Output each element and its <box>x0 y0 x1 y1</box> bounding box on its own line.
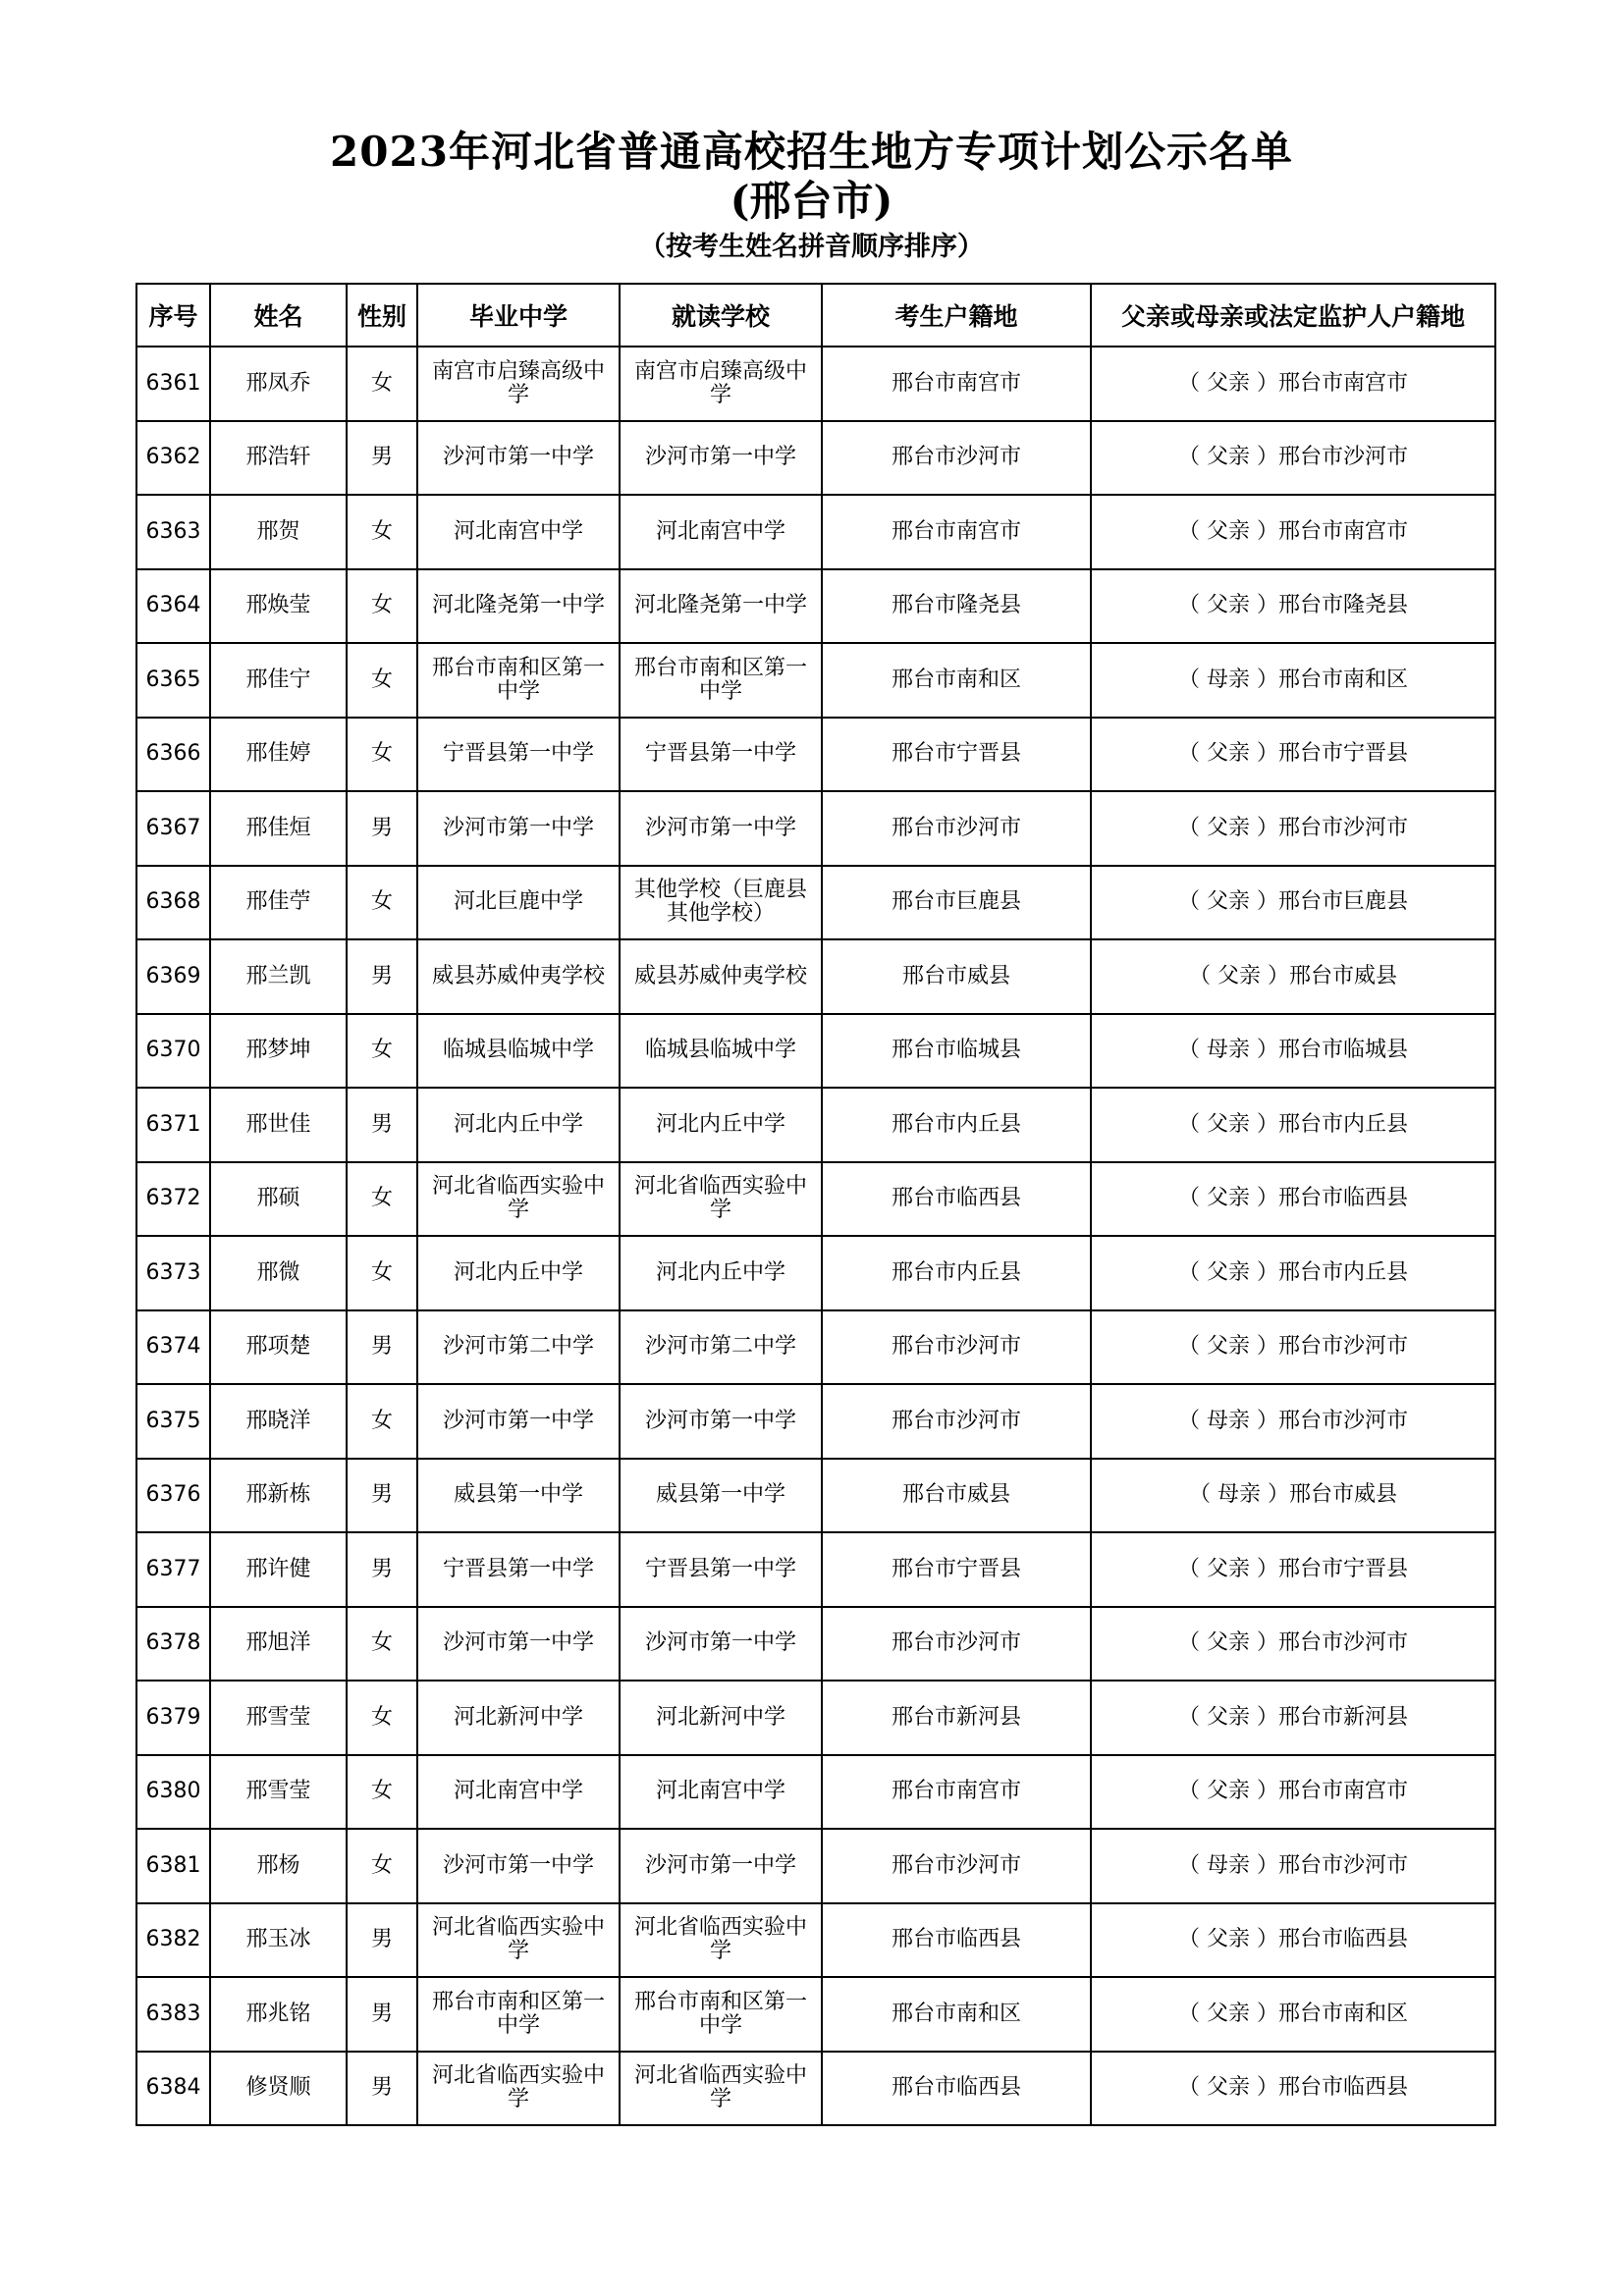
cell-serial-number: 6380 <box>136 1755 210 1830</box>
table-row <box>136 1014 1495 1089</box>
cell-guardian-residence: （ 父亲 ）邢台市宁晋县 <box>1091 1532 1495 1607</box>
table-row <box>136 1681 1495 1755</box>
cell-student-residence: 邢台市沙河市 <box>822 1607 1091 1682</box>
cell-guardian-residence: （ 父亲 ）邢台市南宫市 <box>1091 1755 1495 1830</box>
cell-student-residence: 邢台市沙河市 <box>822 1310 1091 1385</box>
cell-gender: 女 <box>347 1681 417 1755</box>
table-row <box>136 1829 1495 1903</box>
table-row <box>136 1088 1495 1162</box>
header-guardian-residence: 父亲或母亲或法定监护人户籍地 <box>1091 284 1495 347</box>
cell-current-school: 河北隆尧第一中学 <box>620 569 822 644</box>
cell-current-school: 临城县临城中学 <box>620 1014 822 1089</box>
cell-serial-number: 6383 <box>136 1977 210 2052</box>
table-row <box>136 1236 1495 1310</box>
cell-gender: 女 <box>347 495 417 569</box>
table-row <box>136 1532 1495 1607</box>
cell-guardian-residence: （ 母亲 ）邢台市威县 <box>1091 1459 1495 1533</box>
cell-name: 邢焕莹 <box>210 569 347 644</box>
cell-current-school: 河北省临西实验中学 <box>620 2052 822 2126</box>
cell-current-school: 沙河市第一中学 <box>620 791 822 866</box>
table-row <box>136 939 1495 1014</box>
cell-guardian-residence: （ 父亲 ）邢台市沙河市 <box>1091 791 1495 866</box>
cell-name: 邢旭洋 <box>210 1607 347 1682</box>
table-row <box>136 1384 1495 1459</box>
cell-graduation-school: 沙河市第一中学 <box>417 1829 620 1903</box>
cell-current-school: 沙河市第一中学 <box>620 1384 822 1459</box>
cell-gender: 男 <box>347 1903 417 1978</box>
cell-guardian-residence: （ 父亲 ）邢台市沙河市 <box>1091 1607 1495 1682</box>
cell-graduation-school: 宁晋县第一中学 <box>417 718 620 792</box>
cell-name: 邢佳苧 <box>210 866 347 940</box>
cell-name: 邢兰凯 <box>210 939 347 1014</box>
cell-gender: 女 <box>347 569 417 644</box>
cell-serial-number: 6371 <box>136 1088 210 1162</box>
cell-serial-number: 6366 <box>136 718 210 792</box>
cell-graduation-school: 沙河市第一中学 <box>417 421 620 496</box>
cell-graduation-school: 河北省临西实验中学 <box>417 1903 620 1978</box>
cell-student-residence: 邢台市沙河市 <box>822 791 1091 866</box>
cell-name: 邢佳宁 <box>210 643 347 718</box>
cell-current-school: 沙河市第一中学 <box>620 1829 822 1903</box>
cell-graduation-school: 河北隆尧第一中学 <box>417 569 620 644</box>
cell-guardian-residence: （ 母亲 ）邢台市沙河市 <box>1091 1384 1495 1459</box>
header-serial-number: 序号 <box>136 284 210 347</box>
cell-current-school: 河北内丘中学 <box>620 1236 822 1310</box>
header-graduation-school: 毕业中学 <box>417 284 620 347</box>
document-title: 2023年河北省普通高校招生地方专项计划公示名单 <box>330 128 1293 176</box>
cell-current-school: 河北省临西实验中学 <box>620 1903 822 1978</box>
table-body <box>136 347 1495 2125</box>
cell-serial-number: 6377 <box>136 1532 210 1607</box>
cell-serial-number: 6379 <box>136 1681 210 1755</box>
cell-name: 邢微 <box>210 1236 347 1310</box>
cell-graduation-school: 邢台市南和区第一中学 <box>417 643 620 718</box>
table-row <box>136 1903 1495 1978</box>
cell-name: 邢佳烜 <box>210 791 347 866</box>
cell-name: 邢硕 <box>210 1162 347 1237</box>
cell-current-school: 邢台市南和区第一中学 <box>620 1977 822 2052</box>
cell-name: 邢贺 <box>210 495 347 569</box>
cell-gender: 男 <box>347 1459 417 1533</box>
cell-guardian-residence: （ 父亲 ）邢台市南宫市 <box>1091 347 1495 421</box>
cell-student-residence: 邢台市内丘县 <box>822 1088 1091 1162</box>
cell-guardian-residence: （ 父亲 ）邢台市临西县 <box>1091 2052 1495 2126</box>
table-row <box>136 347 1495 421</box>
cell-graduation-school: 河北省临西实验中学 <box>417 1162 620 1237</box>
cell-name: 邢新栋 <box>210 1459 347 1533</box>
cell-student-residence: 邢台市巨鹿县 <box>822 866 1091 940</box>
cell-graduation-school: 邢台市南和区第一中学 <box>417 1977 620 2052</box>
cell-student-residence: 邢台市南宫市 <box>822 495 1091 569</box>
cell-name: 修贤顺 <box>210 2052 347 2126</box>
cell-guardian-residence: （ 母亲 ）邢台市临城县 <box>1091 1014 1495 1089</box>
sort-note: （按考生姓名拼音顺序排序） <box>639 232 984 262</box>
cell-guardian-residence: （ 父亲 ）邢台市沙河市 <box>1091 1310 1495 1385</box>
cell-gender: 女 <box>347 718 417 792</box>
cell-name: 邢佳婷 <box>210 718 347 792</box>
cell-student-residence: 邢台市临城县 <box>822 1014 1091 1089</box>
cell-serial-number: 6369 <box>136 939 210 1014</box>
cell-gender: 男 <box>347 939 417 1014</box>
cell-serial-number: 6368 <box>136 866 210 940</box>
cell-graduation-school: 南宫市启臻高级中学 <box>417 347 620 421</box>
cell-current-school: 沙河市第一中学 <box>620 1607 822 1682</box>
cell-guardian-residence: （ 父亲 ）邢台市巨鹿县 <box>1091 866 1495 940</box>
cell-gender: 女 <box>347 347 417 421</box>
cell-gender: 男 <box>347 791 417 866</box>
table-header-row <box>136 284 1495 347</box>
cell-current-school: 南宫市启臻高级中学 <box>620 347 822 421</box>
cell-gender: 女 <box>347 1236 417 1310</box>
cell-gender: 女 <box>347 1384 417 1459</box>
table-row <box>136 495 1495 569</box>
cell-gender: 女 <box>347 1607 417 1682</box>
cell-current-school: 河北内丘中学 <box>620 1088 822 1162</box>
cell-serial-number: 6381 <box>136 1829 210 1903</box>
cell-student-residence: 邢台市临西县 <box>822 1162 1091 1237</box>
cell-student-residence: 邢台市南和区 <box>822 1977 1091 2052</box>
header-name: 姓名 <box>210 284 347 347</box>
cell-serial-number: 6364 <box>136 569 210 644</box>
cell-guardian-residence: （ 母亲 ）邢台市南和区 <box>1091 643 1495 718</box>
cell-name: 邢晓洋 <box>210 1384 347 1459</box>
cell-gender: 男 <box>347 2052 417 2126</box>
cell-current-school: 河北省临西实验中学 <box>620 1162 822 1237</box>
table-row <box>136 421 1495 496</box>
cell-serial-number: 6373 <box>136 1236 210 1310</box>
cell-student-residence: 邢台市南宫市 <box>822 347 1091 421</box>
admission-roster-table <box>135 283 1496 2126</box>
cell-serial-number: 6375 <box>136 1384 210 1459</box>
cell-student-residence: 邢台市沙河市 <box>822 1829 1091 1903</box>
cell-student-residence: 邢台市沙河市 <box>822 1384 1091 1459</box>
cell-guardian-residence: （ 父亲 ）邢台市宁晋县 <box>1091 718 1495 792</box>
cell-student-residence: 邢台市南和区 <box>822 643 1091 718</box>
cell-name: 邢许健 <box>210 1532 347 1607</box>
table-row <box>136 569 1495 644</box>
cell-student-residence: 邢台市威县 <box>822 1459 1091 1533</box>
table-row <box>136 2052 1495 2126</box>
cell-graduation-school: 河北南宫中学 <box>417 495 620 569</box>
cell-name: 邢雪莹 <box>210 1681 347 1755</box>
table-row <box>136 1459 1495 1533</box>
cell-guardian-residence: （ 父亲 ）邢台市临西县 <box>1091 1903 1495 1978</box>
cell-student-residence: 邢台市南宫市 <box>822 1755 1091 1830</box>
cell-student-residence: 邢台市宁晋县 <box>822 1532 1091 1607</box>
cell-gender: 男 <box>347 1532 417 1607</box>
cell-current-school: 沙河市第一中学 <box>620 421 822 496</box>
cell-student-residence: 邢台市宁晋县 <box>822 718 1091 792</box>
table-row <box>136 866 1495 940</box>
cell-serial-number: 6363 <box>136 495 210 569</box>
cell-serial-number: 6378 <box>136 1607 210 1682</box>
header-gender: 性别 <box>347 284 417 347</box>
cell-guardian-residence: （ 母亲 ）邢台市沙河市 <box>1091 1829 1495 1903</box>
cell-serial-number: 6370 <box>136 1014 210 1089</box>
cell-current-school: 宁晋县第一中学 <box>620 718 822 792</box>
cell-guardian-residence: （ 父亲 ）邢台市内丘县 <box>1091 1088 1495 1162</box>
table-row <box>136 1755 1495 1830</box>
cell-graduation-school: 威县苏威仲夷学校 <box>417 939 620 1014</box>
table-row <box>136 1607 1495 1682</box>
cell-gender: 女 <box>347 1755 417 1830</box>
cell-current-school: 宁晋县第一中学 <box>620 1532 822 1607</box>
cell-current-school: 邢台市南和区第一中学 <box>620 643 822 718</box>
document-subtitle: (邢台市) <box>730 177 893 225</box>
cell-student-residence: 邢台市临西县 <box>822 2052 1091 2126</box>
cell-serial-number: 6367 <box>136 791 210 866</box>
cell-guardian-residence: （ 父亲 ）邢台市沙河市 <box>1091 421 1495 496</box>
header-current-school: 就读学校 <box>620 284 822 347</box>
table-row <box>136 1162 1495 1237</box>
cell-serial-number: 6362 <box>136 421 210 496</box>
cell-gender: 女 <box>347 866 417 940</box>
cell-student-residence: 邢台市威县 <box>822 939 1091 1014</box>
cell-current-school: 河北南宫中学 <box>620 1755 822 1830</box>
cell-current-school: 其他学校（巨鹿县其他学校） <box>620 866 822 940</box>
cell-current-school: 威县第一中学 <box>620 1459 822 1533</box>
cell-name: 邢凤乔 <box>210 347 347 421</box>
cell-graduation-school: 河北新河中学 <box>417 1681 620 1755</box>
cell-current-school: 河北南宫中学 <box>620 495 822 569</box>
cell-guardian-residence: （ 父亲 ）邢台市临西县 <box>1091 1162 1495 1237</box>
cell-serial-number: 6372 <box>136 1162 210 1237</box>
document-header <box>0 128 1623 265</box>
cell-graduation-school: 沙河市第二中学 <box>417 1310 620 1385</box>
cell-graduation-school: 河北巨鹿中学 <box>417 866 620 940</box>
cell-name: 邢项楚 <box>210 1310 347 1385</box>
cell-graduation-school: 河北省临西实验中学 <box>417 2052 620 2126</box>
cell-gender: 女 <box>347 1014 417 1089</box>
cell-guardian-residence: （ 父亲 ）邢台市内丘县 <box>1091 1236 1495 1310</box>
cell-guardian-residence: （ 父亲 ）邢台市南和区 <box>1091 1977 1495 2052</box>
cell-student-residence: 邢台市临西县 <box>822 1903 1091 1978</box>
cell-name: 邢玉冰 <box>210 1903 347 1978</box>
table-row <box>136 643 1495 718</box>
table-row <box>136 1977 1495 2052</box>
cell-serial-number: 6365 <box>136 643 210 718</box>
cell-graduation-school: 沙河市第一中学 <box>417 1384 620 1459</box>
table-row <box>136 718 1495 792</box>
cell-current-school: 河北新河中学 <box>620 1681 822 1755</box>
cell-name: 邢梦坤 <box>210 1014 347 1089</box>
cell-serial-number: 6384 <box>136 2052 210 2126</box>
cell-gender: 男 <box>347 1310 417 1385</box>
cell-graduation-school: 河北南宫中学 <box>417 1755 620 1830</box>
cell-graduation-school: 临城县临城中学 <box>417 1014 620 1089</box>
cell-name: 邢兆铭 <box>210 1977 347 2052</box>
cell-guardian-residence: （ 父亲 ）邢台市隆尧县 <box>1091 569 1495 644</box>
cell-serial-number: 6361 <box>136 347 210 421</box>
cell-name: 邢杨 <box>210 1829 347 1903</box>
cell-graduation-school: 宁晋县第一中学 <box>417 1532 620 1607</box>
cell-serial-number: 6376 <box>136 1459 210 1533</box>
cell-gender: 女 <box>347 1829 417 1903</box>
cell-guardian-residence: （ 父亲 ）邢台市威县 <box>1091 939 1495 1014</box>
cell-serial-number: 6374 <box>136 1310 210 1385</box>
cell-student-residence: 邢台市沙河市 <box>822 421 1091 496</box>
cell-student-residence: 邢台市内丘县 <box>822 1236 1091 1310</box>
cell-current-school: 沙河市第二中学 <box>620 1310 822 1385</box>
cell-guardian-residence: （ 父亲 ）邢台市南宫市 <box>1091 495 1495 569</box>
cell-graduation-school: 沙河市第一中学 <box>417 1607 620 1682</box>
cell-name: 邢浩轩 <box>210 421 347 496</box>
cell-graduation-school: 威县第一中学 <box>417 1459 620 1533</box>
cell-graduation-school: 河北内丘中学 <box>417 1236 620 1310</box>
cell-name: 邢世佳 <box>210 1088 347 1162</box>
cell-student-residence: 邢台市新河县 <box>822 1681 1091 1755</box>
cell-gender: 女 <box>347 1162 417 1237</box>
cell-gender: 男 <box>347 421 417 496</box>
cell-student-residence: 邢台市隆尧县 <box>822 569 1091 644</box>
table-row <box>136 1310 1495 1385</box>
cell-current-school: 威县苏威仲夷学校 <box>620 939 822 1014</box>
cell-name: 邢雪莹 <box>210 1755 347 1830</box>
cell-graduation-school: 沙河市第一中学 <box>417 791 620 866</box>
cell-gender: 男 <box>347 1977 417 2052</box>
cell-gender: 女 <box>347 643 417 718</box>
cell-serial-number: 6382 <box>136 1903 210 1978</box>
table-row <box>136 791 1495 866</box>
cell-guardian-residence: （ 父亲 ）邢台市新河县 <box>1091 1681 1495 1755</box>
header-student-residence: 考生户籍地 <box>822 284 1091 347</box>
cell-gender: 男 <box>347 1088 417 1162</box>
cell-graduation-school: 河北内丘中学 <box>417 1088 620 1162</box>
